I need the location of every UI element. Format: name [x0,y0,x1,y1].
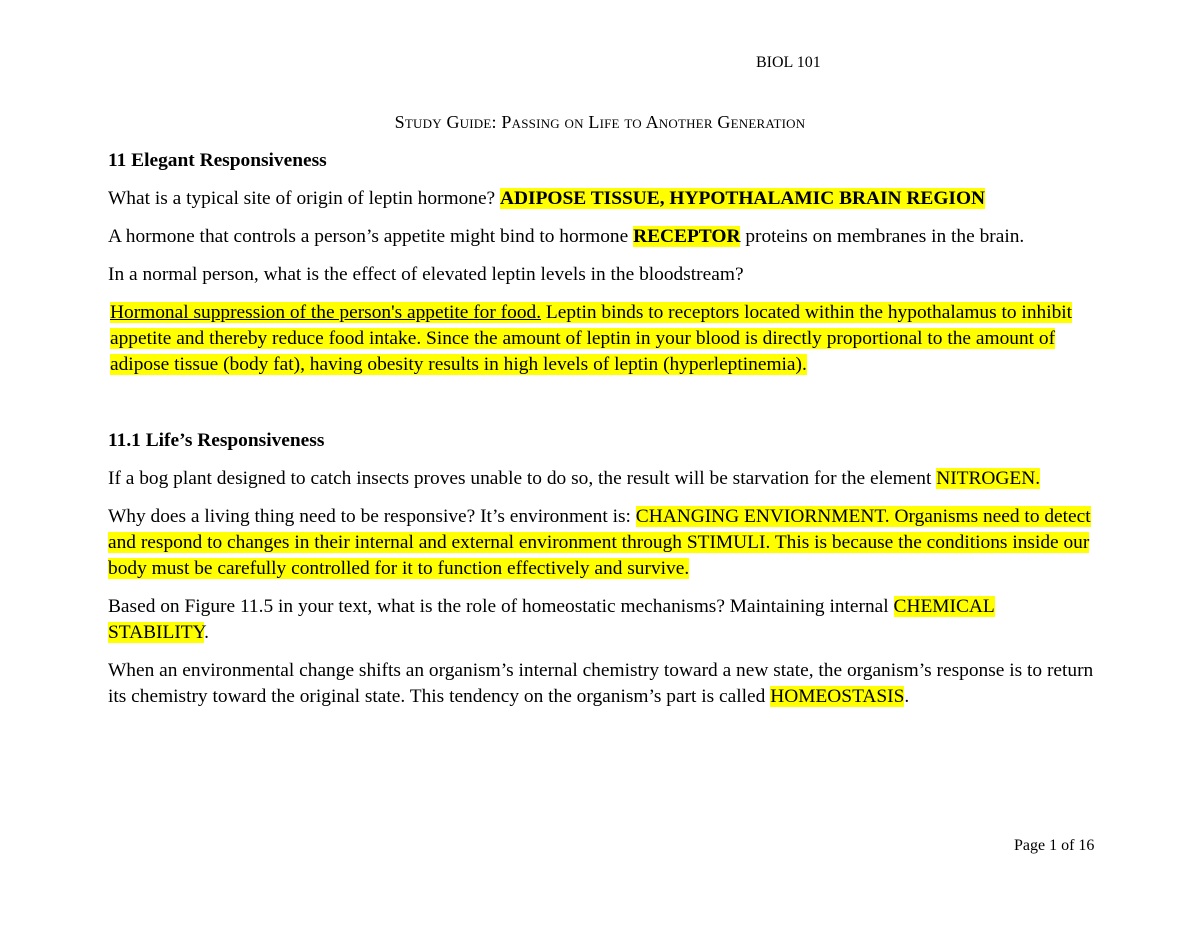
highlighted-answer: ADIPOSE TISSUE, HYPOTHALAMIC BRAIN REGION [500,188,986,209]
highlighted-answer: HOMEOSTASIS [770,686,905,707]
section-heading-11: 11 Elegant Responsiveness [108,150,327,171]
document-body [108,148,1098,710]
highlighted-explanation: Leptin binds to receptors located within the hypothalamus to inhibit appetite and thereby reduce food intake. Since the amount of leptin in your blood is directly proportional to the amount of adipose tissue (body fat), having obesity results in high levels of leptin (hyperleptinemia). [110,302,1073,375]
question-homeostatic-role [108,594,1098,646]
answer-leptin-effect [108,300,1098,378]
question-text: A hormone that controls a person’s appetite might bind to hormone [108,226,634,247]
question-text: What is a typical site of origin of leptin hormone? [108,188,501,209]
course-header: BIOL 101 [756,54,821,71]
question-text: If a bog plant designed to catch insects proves unable to do so, the result will be starvation for the element [108,468,937,489]
question-bog-plant [108,466,1098,492]
question-leptin-origin [108,186,1098,212]
question-text-after: proteins on membranes in the brain. [740,226,1025,247]
highlighted-answer: RECEPTOR [633,226,741,247]
question-text: Why does a living thing need to be responsive? It’s environment is: [108,506,636,527]
question-responsive [108,504,1098,582]
page-number: Page 1 of 16 [1014,837,1095,854]
question-homeostasis [108,658,1098,710]
highlighted-answer: CHANGING ENVIORNMENT. Organisms need to detect and respond to changes in their internal and external environment through STIMULI. This is because the conditions inside our body must be carefully controlled for it to function effectively and survive. [108,506,1091,579]
page-title: Study Guide: Passing on Life to Another Generation [394,112,806,132]
question-text: Based on Figure 11.5 in your text, what is the role of homeostatic mechanisms? Maintaining internal [108,596,894,617]
highlighted-answer: CHEMICAL STABILITY [108,596,995,643]
question-leptin-effect: In a normal person, what is the effect of elevated leptin levels in the bloodstream? [108,264,744,285]
question-text: When an environmental change shifts an organism’s internal chemistry toward a new state, the organism’s response is to return its chemistry toward the original state. This tendency on the organism’s part is called [108,660,1094,707]
question-text-after: . [904,686,910,707]
section-heading-11-1: 11.1 Life’s Responsiveness [108,430,325,451]
question-hormone-receptor [108,224,1098,250]
highlighted-answer: NITROGEN. [936,468,1041,489]
question-text-after: . [204,622,209,643]
underlined-answer: Hormonal suppression of the person's appetite for food. [110,302,542,323]
